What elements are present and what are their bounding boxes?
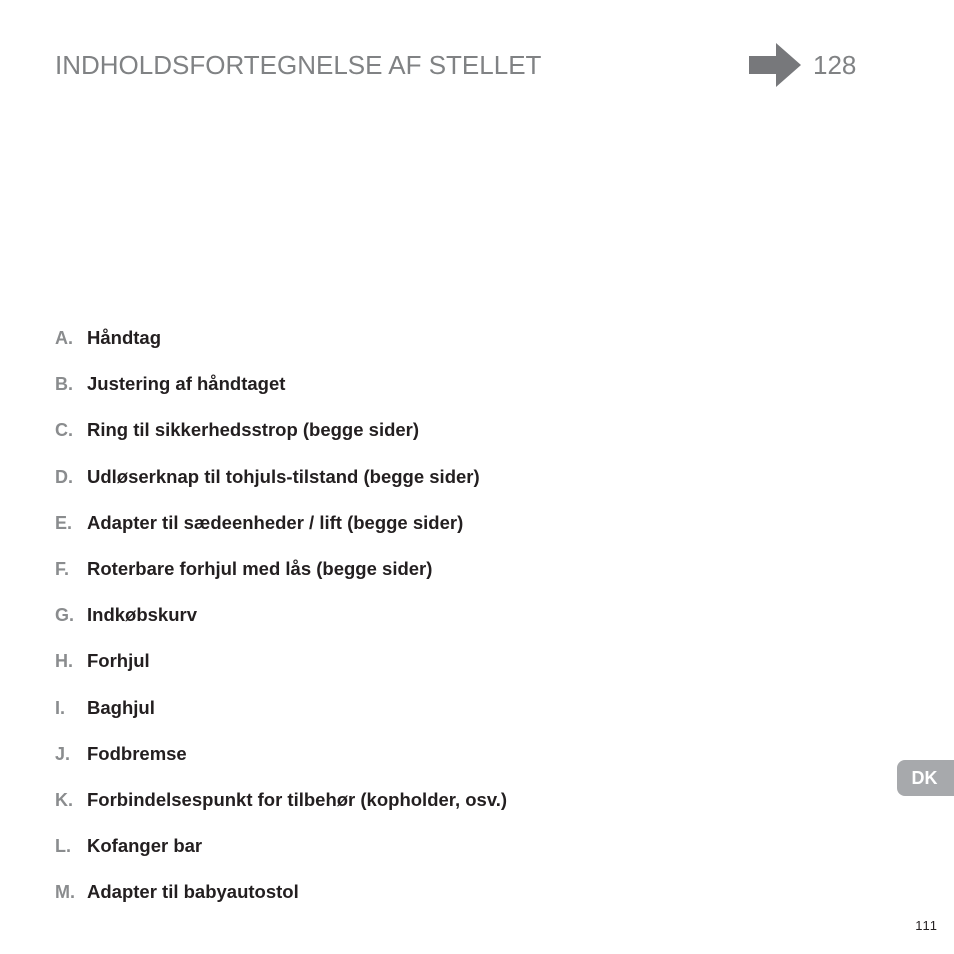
list-item — [55, 786, 507, 832]
parts-list — [55, 324, 507, 924]
item-letter: A. — [55, 328, 73, 348]
item-letter: C. — [55, 420, 73, 441]
item-letter: G. — [55, 605, 75, 626]
list-item — [55, 416, 507, 462]
item-label: Justering af håndtaget — [87, 373, 286, 395]
item-letter: E. — [55, 512, 73, 533]
item-label: Indkøbskurv — [87, 604, 197, 626]
page-number: 111 — [915, 918, 938, 933]
list-item — [55, 370, 507, 416]
item-label: Fodbremse — [87, 742, 187, 764]
item-label: Roterbare forhjul med lås (begge sider) — [87, 557, 433, 579]
item-letter: I. — [55, 697, 66, 718]
item-letter: D. — [55, 466, 73, 487]
page-reference-link[interactable]: 128 — [813, 50, 857, 80]
item-letter: K. — [55, 789, 73, 810]
item-label: Kofanger bar — [87, 835, 203, 857]
list-item — [55, 509, 507, 555]
item-letter: L. — [55, 836, 71, 857]
item-letter: B. — [55, 374, 73, 395]
list-item — [55, 555, 507, 601]
list-item — [55, 601, 507, 647]
item-label: Adapter til sædeenheder / lift (begge sider) — [87, 511, 464, 533]
item-label: Forbindelsespunkt for tilbehør (kopholder, osv.) — [87, 788, 508, 810]
list-item — [55, 878, 507, 924]
item-label: Ring til sikkerhedsstrop (begge sider) — [87, 419, 420, 441]
item-label: Adapter til babyautostol — [87, 881, 299, 903]
item-label: Håndtag — [87, 327, 161, 348]
item-letter: F. — [55, 558, 70, 579]
item-label: Udløserknap til tohjuls-tilstand (begge sider) — [87, 465, 480, 487]
list-item — [55, 740, 507, 786]
item-letter: M. — [55, 882, 75, 903]
item-label: Baghjul — [87, 696, 155, 718]
item-letter: H. — [55, 651, 73, 672]
arrow-right-icon[interactable] — [749, 43, 801, 87]
list-item — [55, 324, 507, 370]
language-badge: DK — [897, 760, 954, 796]
list-item — [55, 463, 507, 509]
item-label: Forhjul — [87, 650, 150, 672]
list-item — [55, 694, 507, 740]
list-item — [55, 832, 507, 878]
item-letter: J. — [55, 743, 71, 764]
page-title: INDHOLDSFORTEGNELSE AF STELLET — [55, 50, 542, 80]
list-item — [55, 647, 507, 693]
